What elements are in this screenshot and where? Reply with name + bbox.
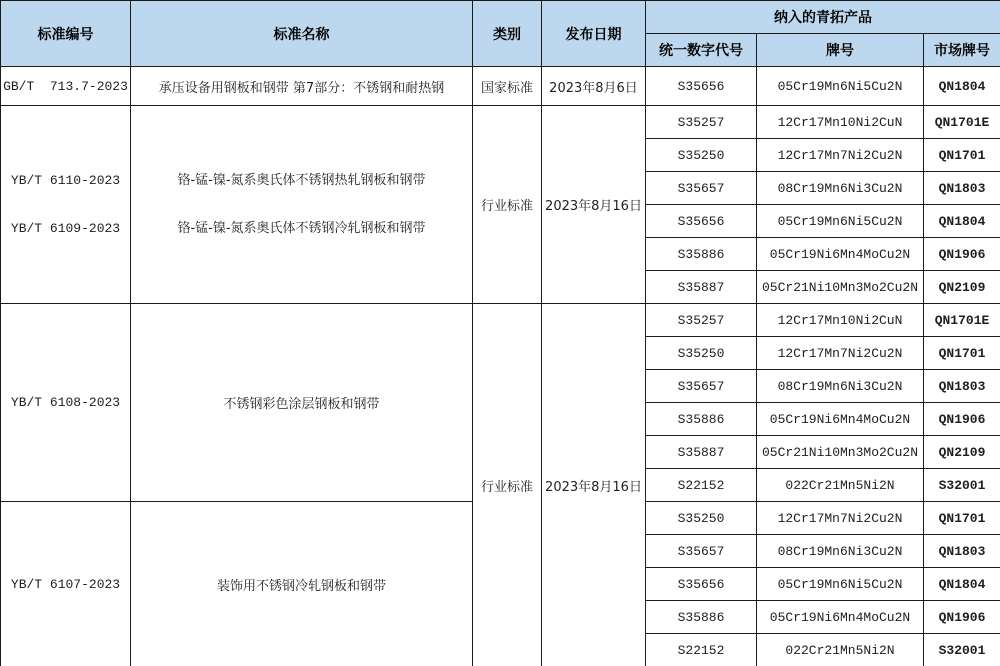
cell-code: S35257 (646, 106, 757, 139)
cell-market-grade: QN1906 (924, 403, 1000, 436)
cell-market-grade: QN1804 (924, 568, 1000, 601)
cell-code: S22152 (646, 469, 757, 502)
cell-code: S22152 (646, 634, 757, 666)
col-header-code: 统一数字代号 (646, 34, 757, 67)
header-row-1 (1, 1, 1000, 34)
cell-grade: 12Cr17Mn10Ni2CuN (757, 304, 924, 337)
cell-grade: 05Cr19Ni6Mn4MoCu2N (757, 403, 924, 436)
cell-grade: 05Cr19Mn6Ni5Cu2N (757, 67, 924, 106)
cell-pub-date: 2023年8月16日 (542, 106, 646, 304)
cell-market-grade: QN1701E (924, 106, 1000, 139)
cell-code: S35886 (646, 238, 757, 271)
cell-code: S35887 (646, 436, 757, 469)
cell-code: S35886 (646, 601, 757, 634)
cell-grade: 05Cr21Ni10Mn3Mo2Cu2N (757, 436, 924, 469)
cell-grade: 08Cr19Mn6Ni3Cu2N (757, 535, 924, 568)
col-header-standard-no: 标准编号 (1, 1, 131, 67)
cell-code: S35657 (646, 535, 757, 568)
cell-market-grade: S32001 (924, 634, 1000, 666)
cell-grade: 08Cr19Mn6Ni3Cu2N (757, 172, 924, 205)
cell-grade: 12Cr17Mn7Ni2Cu2N (757, 502, 924, 535)
cell-code: S35886 (646, 403, 757, 436)
cell-market-grade: QN1906 (924, 238, 1000, 271)
cell-standard-no: GB/T 713.7-2023 (1, 67, 131, 106)
cell-market-grade: QN1701 (924, 337, 1000, 370)
cell-market-grade: QN1701E (924, 304, 1000, 337)
cell-market-grade: QN1701 (924, 139, 1000, 172)
cell-grade: 022Cr21Mn5Ni2N (757, 469, 924, 502)
col-header-pub-date: 发布日期 (542, 1, 646, 67)
cell-grade: 05Cr21Ni10Mn3Mo2Cu2N (757, 271, 924, 304)
cell-grade: 05Cr19Ni6Mn4MoCu2N (757, 601, 924, 634)
cell-standard-name: 承压设备用钢板和钢带 第7部分：不锈钢和耐热钢 (131, 67, 473, 106)
cell-pub-date: 2023年8月16日 (542, 304, 646, 666)
standard-name-line: 铬-锰-镍-氮系奥氏体不锈钢热轧钢板和钢带 (177, 172, 426, 188)
cell-market-grade: QN1906 (924, 601, 1000, 634)
cell-standard-no (1, 106, 131, 304)
cell-market-grade: QN1803 (924, 370, 1000, 403)
table-row (1, 304, 1000, 337)
cell-market-grade: QN2109 (924, 436, 1000, 469)
cell-grade: 12Cr17Mn7Ni2Cu2N (757, 139, 924, 172)
cell-code: S35250 (646, 337, 757, 370)
cell-category: 行业标准 (473, 106, 542, 304)
cell-code: S35250 (646, 139, 757, 172)
cell-market-grade: S32001 (924, 469, 1000, 502)
cell-grade: 12Cr17Mn7Ni2Cu2N (757, 337, 924, 370)
table-row (1, 67, 1000, 106)
cell-standard-name: 不锈钢彩色涂层钢板和钢带 (131, 304, 473, 502)
table-row (1, 106, 1000, 139)
cell-code: S35257 (646, 304, 757, 337)
col-header-grade: 牌号 (757, 34, 924, 67)
cell-category: 行业标准 (473, 304, 542, 666)
cell-grade: 05Cr19Mn6Ni5Cu2N (757, 568, 924, 601)
cell-category: 国家标准 (473, 67, 542, 106)
col-header-products-group: 纳入的青拓产品 (646, 1, 1000, 34)
cell-grade: 05Cr19Mn6Ni5Cu2N (757, 205, 924, 238)
cell-pub-date: 2023年8月6日 (542, 67, 646, 106)
cell-market-grade: QN1804 (924, 205, 1000, 238)
cell-grade: 022Cr21Mn5Ni2N (757, 634, 924, 666)
cell-standard-no: YB/T 6107-2023 (1, 502, 131, 666)
cell-market-grade: QN1803 (924, 172, 1000, 205)
col-header-standard-name: 标准名称 (131, 1, 473, 67)
cell-code: S35656 (646, 568, 757, 601)
cell-standard-name (131, 106, 473, 304)
cell-grade: 08Cr19Mn6Ni3Cu2N (757, 370, 924, 403)
cell-market-grade: QN1804 (924, 67, 1000, 106)
cell-code: S35250 (646, 502, 757, 535)
cell-grade: 12Cr17Mn10Ni2CuN (757, 106, 924, 139)
cell-grade: 05Cr19Ni6Mn4MoCu2N (757, 238, 924, 271)
cell-market-grade: QN2109 (924, 271, 1000, 304)
cell-market-grade: QN1701 (924, 502, 1000, 535)
col-header-market-grade: 市场牌号 (924, 34, 1000, 67)
cell-code: S35656 (646, 205, 757, 238)
col-header-category: 类别 (473, 1, 542, 67)
standard-no-line: YB/T 6110-2023 (10, 172, 121, 188)
standard-no-line: YB/T 6109-2023 (10, 220, 121, 236)
cell-code: S35657 (646, 370, 757, 403)
cell-standard-no: YB/T 6108-2023 (1, 304, 131, 502)
cell-market-grade: QN1803 (924, 535, 1000, 568)
cell-standard-name: 装饰用不锈钢冷轧钢板和钢带 (131, 502, 473, 666)
standard-name-line: 铬-锰-镍-氮系奥氏体不锈钢冷轧钢板和钢带 (177, 220, 426, 236)
cell-code: S35656 (646, 67, 757, 106)
cell-code: S35657 (646, 172, 757, 205)
cell-code: S35887 (646, 271, 757, 304)
